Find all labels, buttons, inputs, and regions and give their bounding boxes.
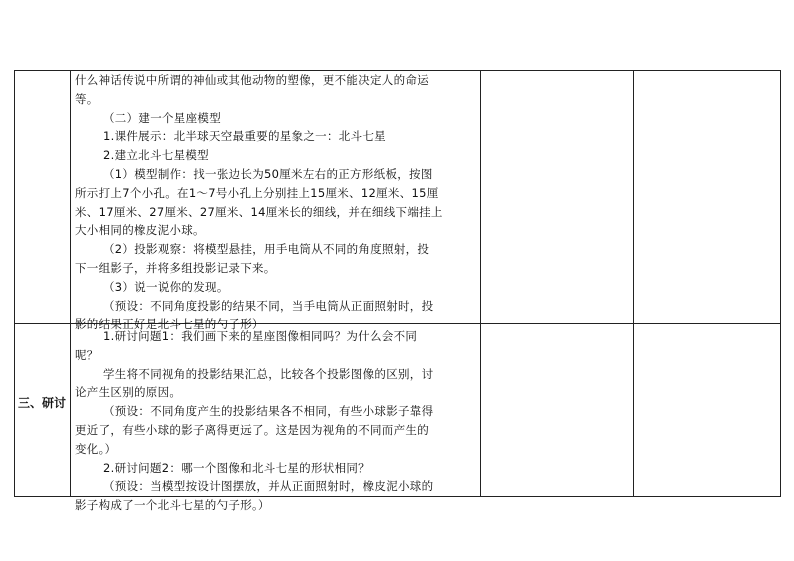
text-line: （预设：不同角度投影的结果不同，当手电筒从正面照射时，投 [103, 298, 434, 313]
text-line: （2）投影观察：将模型悬挂，用手电筒从不同的角度照射，投 [103, 242, 430, 257]
text-line: 呢？ [75, 347, 99, 362]
text-line: 米、17厘米、27厘米、27厘米、14厘米长的细线，并在细线下端挂上 [75, 204, 443, 219]
text-line: 1.研讨问题1：我们画下来的星座图像相同吗？为什么会不同 [103, 329, 418, 343]
text-line: （3）说一说你的发现。 [103, 279, 229, 294]
content-cell [75, 327, 477, 515]
text-line: 什么神话传说中所谓的神仙或其他动物的塑像，更不能决定人的命运 [75, 73, 429, 87]
table-left-border [14, 70, 15, 497]
section-heading: （二）建一个星座模型 [103, 110, 221, 125]
content-cell [75, 71, 477, 334]
text-line: 大小相同的橡皮泥小球。 [75, 223, 205, 238]
text-line: 所示打上7个小孔。在1～7号小孔上分别挂上15厘米、12厘米、15厘 [75, 185, 439, 200]
text-line: 变化。） [75, 441, 117, 456]
text-line: 影子构成了一个北斗七星的勺子形。） [75, 498, 270, 513]
column-divider [480, 70, 481, 497]
text-line: 2.建立北斗七星模型 [103, 148, 209, 163]
text-line: 2.研讨问题2：哪一个图像和北斗七星的形状相同？ [103, 460, 370, 475]
text-line: 论产生区别的原因。 [75, 385, 182, 400]
column-divider [70, 70, 71, 497]
text-line: 下一组影子，并将多组投影记录下来。 [75, 260, 276, 275]
column-divider [633, 70, 634, 497]
text-line: 等。 [75, 91, 99, 106]
text-line: 影的结果正好是北斗七星的勺子形） [75, 317, 264, 332]
text-line: 1.课件展示：北半球天空最重要的星象之一：北斗七星 [103, 129, 386, 144]
lesson-plan-table [14, 70, 781, 513]
stage-label: 三、研讨 [17, 396, 66, 410]
text-line: （预设：不同角度产生的投影结果各不相同，有些小球影子靠得 [103, 404, 434, 419]
table-right-border [780, 70, 781, 497]
text-line: （1）模型制作：找一张边长为50厘米左右的正方形纸板，按图 [103, 166, 433, 181]
text-line: （预设：当模型按设计图摆放，并从正面照射时，橡皮泥小球的 [103, 479, 434, 494]
text-line: 学生将不同视角的投影结果汇总，比较各个投影图像的区别，讨 [103, 366, 434, 381]
text-line: 更近了，有些小球的影子离得更远了。这是因为视角的不同而产生的 [75, 422, 429, 437]
